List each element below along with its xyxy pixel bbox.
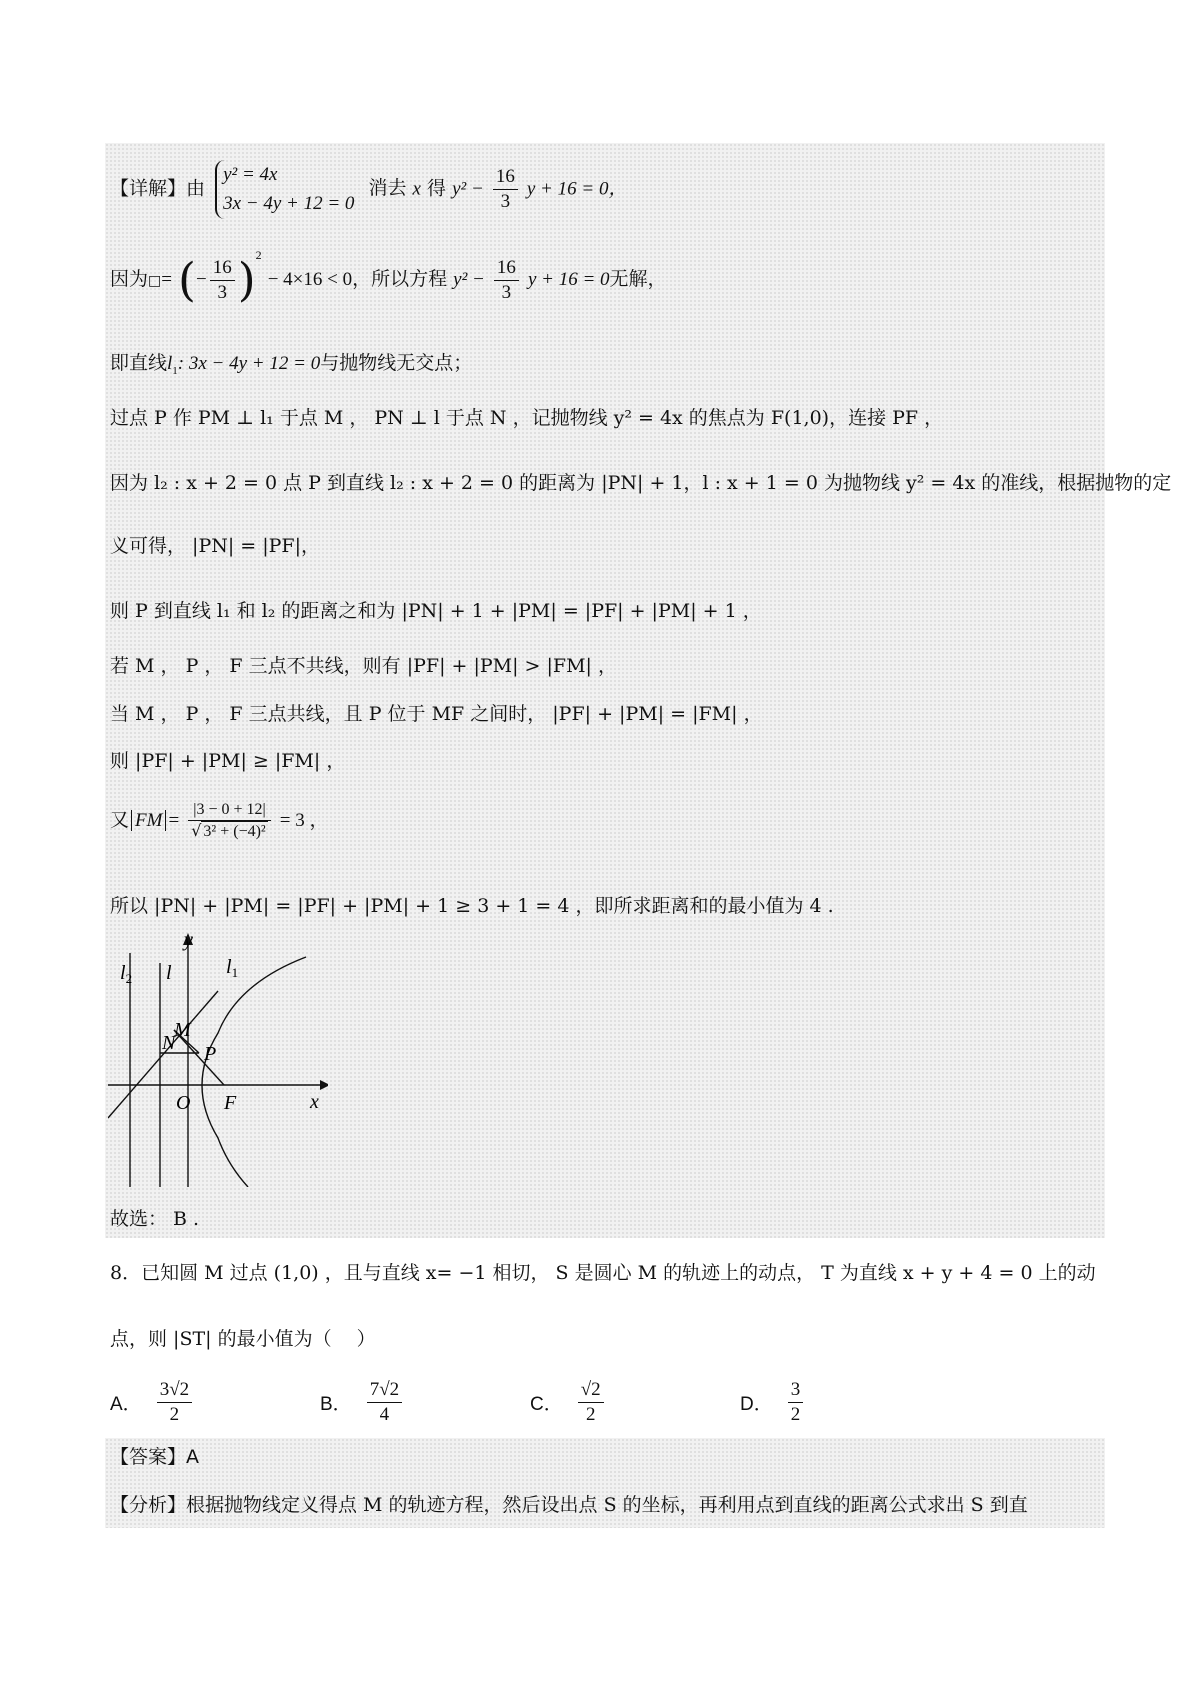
solution-line-11: 又 FM = $\frac{|3 - 0 + 12|}{\text{√ 3² + (−4)²}}$ = 3 ， [110, 801, 329, 840]
option-c[interactable]: C． $\frac{√2}{2}$ [530, 1378, 607, 1427]
solution-line-5: 因为 l₂ : x + 2 = 0 点 P 到直线 l₂ : x + 2 = 0 的距离为 |PN| + 1，l : x + 1 = 0 为抛物线 y² = 4x 的准线，根据抛物的定 [110, 472, 1172, 494]
question-stem-line-1: 8．已知圆 M 过点 (1,0) ，且与直线 x= −1 相切， S 是圆心 M 的轨迹上的动点， T 为直线 x + y + 4 = 0 上的动 [110, 1262, 1096, 1284]
label-y: y [184, 933, 193, 951]
label-l1: $l_1$ [226, 956, 239, 980]
line-l1 [108, 991, 218, 1118]
text-you: 由 [186, 177, 206, 200]
label-O: O [176, 1092, 191, 1114]
solution-line-8: 若 M ， P ， F 三点不共线，则有 |PF| + |PM| > |FM| ， [110, 655, 617, 677]
label-F: F [224, 1092, 237, 1114]
text-get: 得 [427, 177, 447, 200]
solution-line-4: 过点 P 作 PM ⊥ l₁ 于点 M ， PN ⊥ l 于点 N ，记抛物线 y² = 4x 的焦点为 F(1,0)，连接 PF ， [110, 407, 944, 429]
text-because: 因为 [110, 268, 149, 290]
system-eq-1: y² = 4x [223, 164, 278, 185]
answer-line: 【答案】A [110, 1446, 199, 1468]
label-x: x [310, 1091, 319, 1113]
fm-result: = 3 ， [279, 810, 329, 831]
label-M: M [174, 1019, 191, 1041]
label-l: l [166, 962, 172, 984]
solution-line-1 [110, 160, 627, 219]
frac-den: 3 [500, 190, 511, 212]
option-d[interactable]: D． $\frac{3}{2}$ [740, 1378, 806, 1427]
fm-abs: FM [131, 810, 166, 831]
label-N: N [162, 1032, 176, 1054]
label-l2: $l_2$ [120, 962, 133, 986]
answer-options [110, 1378, 810, 1438]
option-b[interactable]: B． $\frac{7√2}{4}$ [320, 1378, 405, 1427]
solution-line-9: 当 M ， P ， F 三点共线，且 P 位于 MF 之间时， |PF| + |PM| = |FM| ， [110, 703, 763, 725]
solution-line-7: 则 P 到直线 l₁ 和 l₂ 的距离之和为 |PN| + 1 + |PM| = |PF| + |PM| + 1 ， [110, 600, 762, 622]
solution-line-12: 所以 |PN| + |PM| = |PF| + |PM| + 1 ≥ 3 + 1 = 4 ，即所求距离和的最小值为 4 . [110, 895, 834, 917]
quad-left: y² − [452, 178, 484, 200]
equation-system [215, 160, 354, 219]
text-eliminate: 消去 [368, 177, 407, 200]
fraction-16-3-c: $\frac{16}{3}$ [494, 256, 519, 305]
solution-line-2: 因为□= (− $\frac{16}{3}$ )$^2$ − 4×16 < 0，所以方程 y² − $\frac{16}{3}$ y + 16 = 0无解， [110, 248, 667, 307]
fm-denominator: 3² + (−4)² [203, 823, 266, 840]
solution-line-3: 即直线$l_1$: 3x − 4y + 12 = 0与抛物线无交点； [110, 352, 473, 377]
question-stem-line-2: 点，则 |ST| 的最小值为（ ） [110, 1328, 376, 1350]
label-P: P [204, 1043, 217, 1065]
delta-rest: − 4×16 < 0 [267, 269, 353, 290]
quad-right: y + 16 = 0， [526, 178, 628, 200]
frac-num: 16 [493, 165, 518, 190]
fm-numerator: |3 − 0 + 12| [188, 800, 271, 821]
x-axis-arrow [320, 1080, 328, 1090]
solution-line-10: 则 |PF| + |PM| ≥ |FM| ， [110, 750, 346, 772]
option-a[interactable]: A． $\frac{3√2}{2}$ [110, 1378, 195, 1427]
solution-line-6: 义可得， |PN| = |PF|， [110, 535, 321, 557]
var-x: x [412, 178, 421, 200]
choose-line: 故选： B . [110, 1208, 200, 1230]
fm-fraction: $\frac{|3 - 0 + 12|}{\text{√ 3² + (−4)²}}$ [188, 800, 271, 842]
delta-symbol: □ [148, 273, 162, 289]
system-eq-2: 3x − 4y + 12 = 0 [223, 193, 355, 215]
fraction-16-3 [493, 165, 518, 214]
parabola-figure [108, 933, 328, 1187]
analysis-line: 【分析】根据抛物线定义得点 M 的轨迹方程，然后设出点 S 的坐标，再利用点到直线的距离公式求出 S 到直 [110, 1494, 1028, 1516]
fraction-16-3-b: $\frac{16}{3}$ [210, 256, 235, 305]
text-no-solution: 无解， [609, 268, 667, 290]
detail-label: 【详解】 [110, 177, 187, 200]
text-so-eq: ，所以方程 [352, 268, 448, 290]
